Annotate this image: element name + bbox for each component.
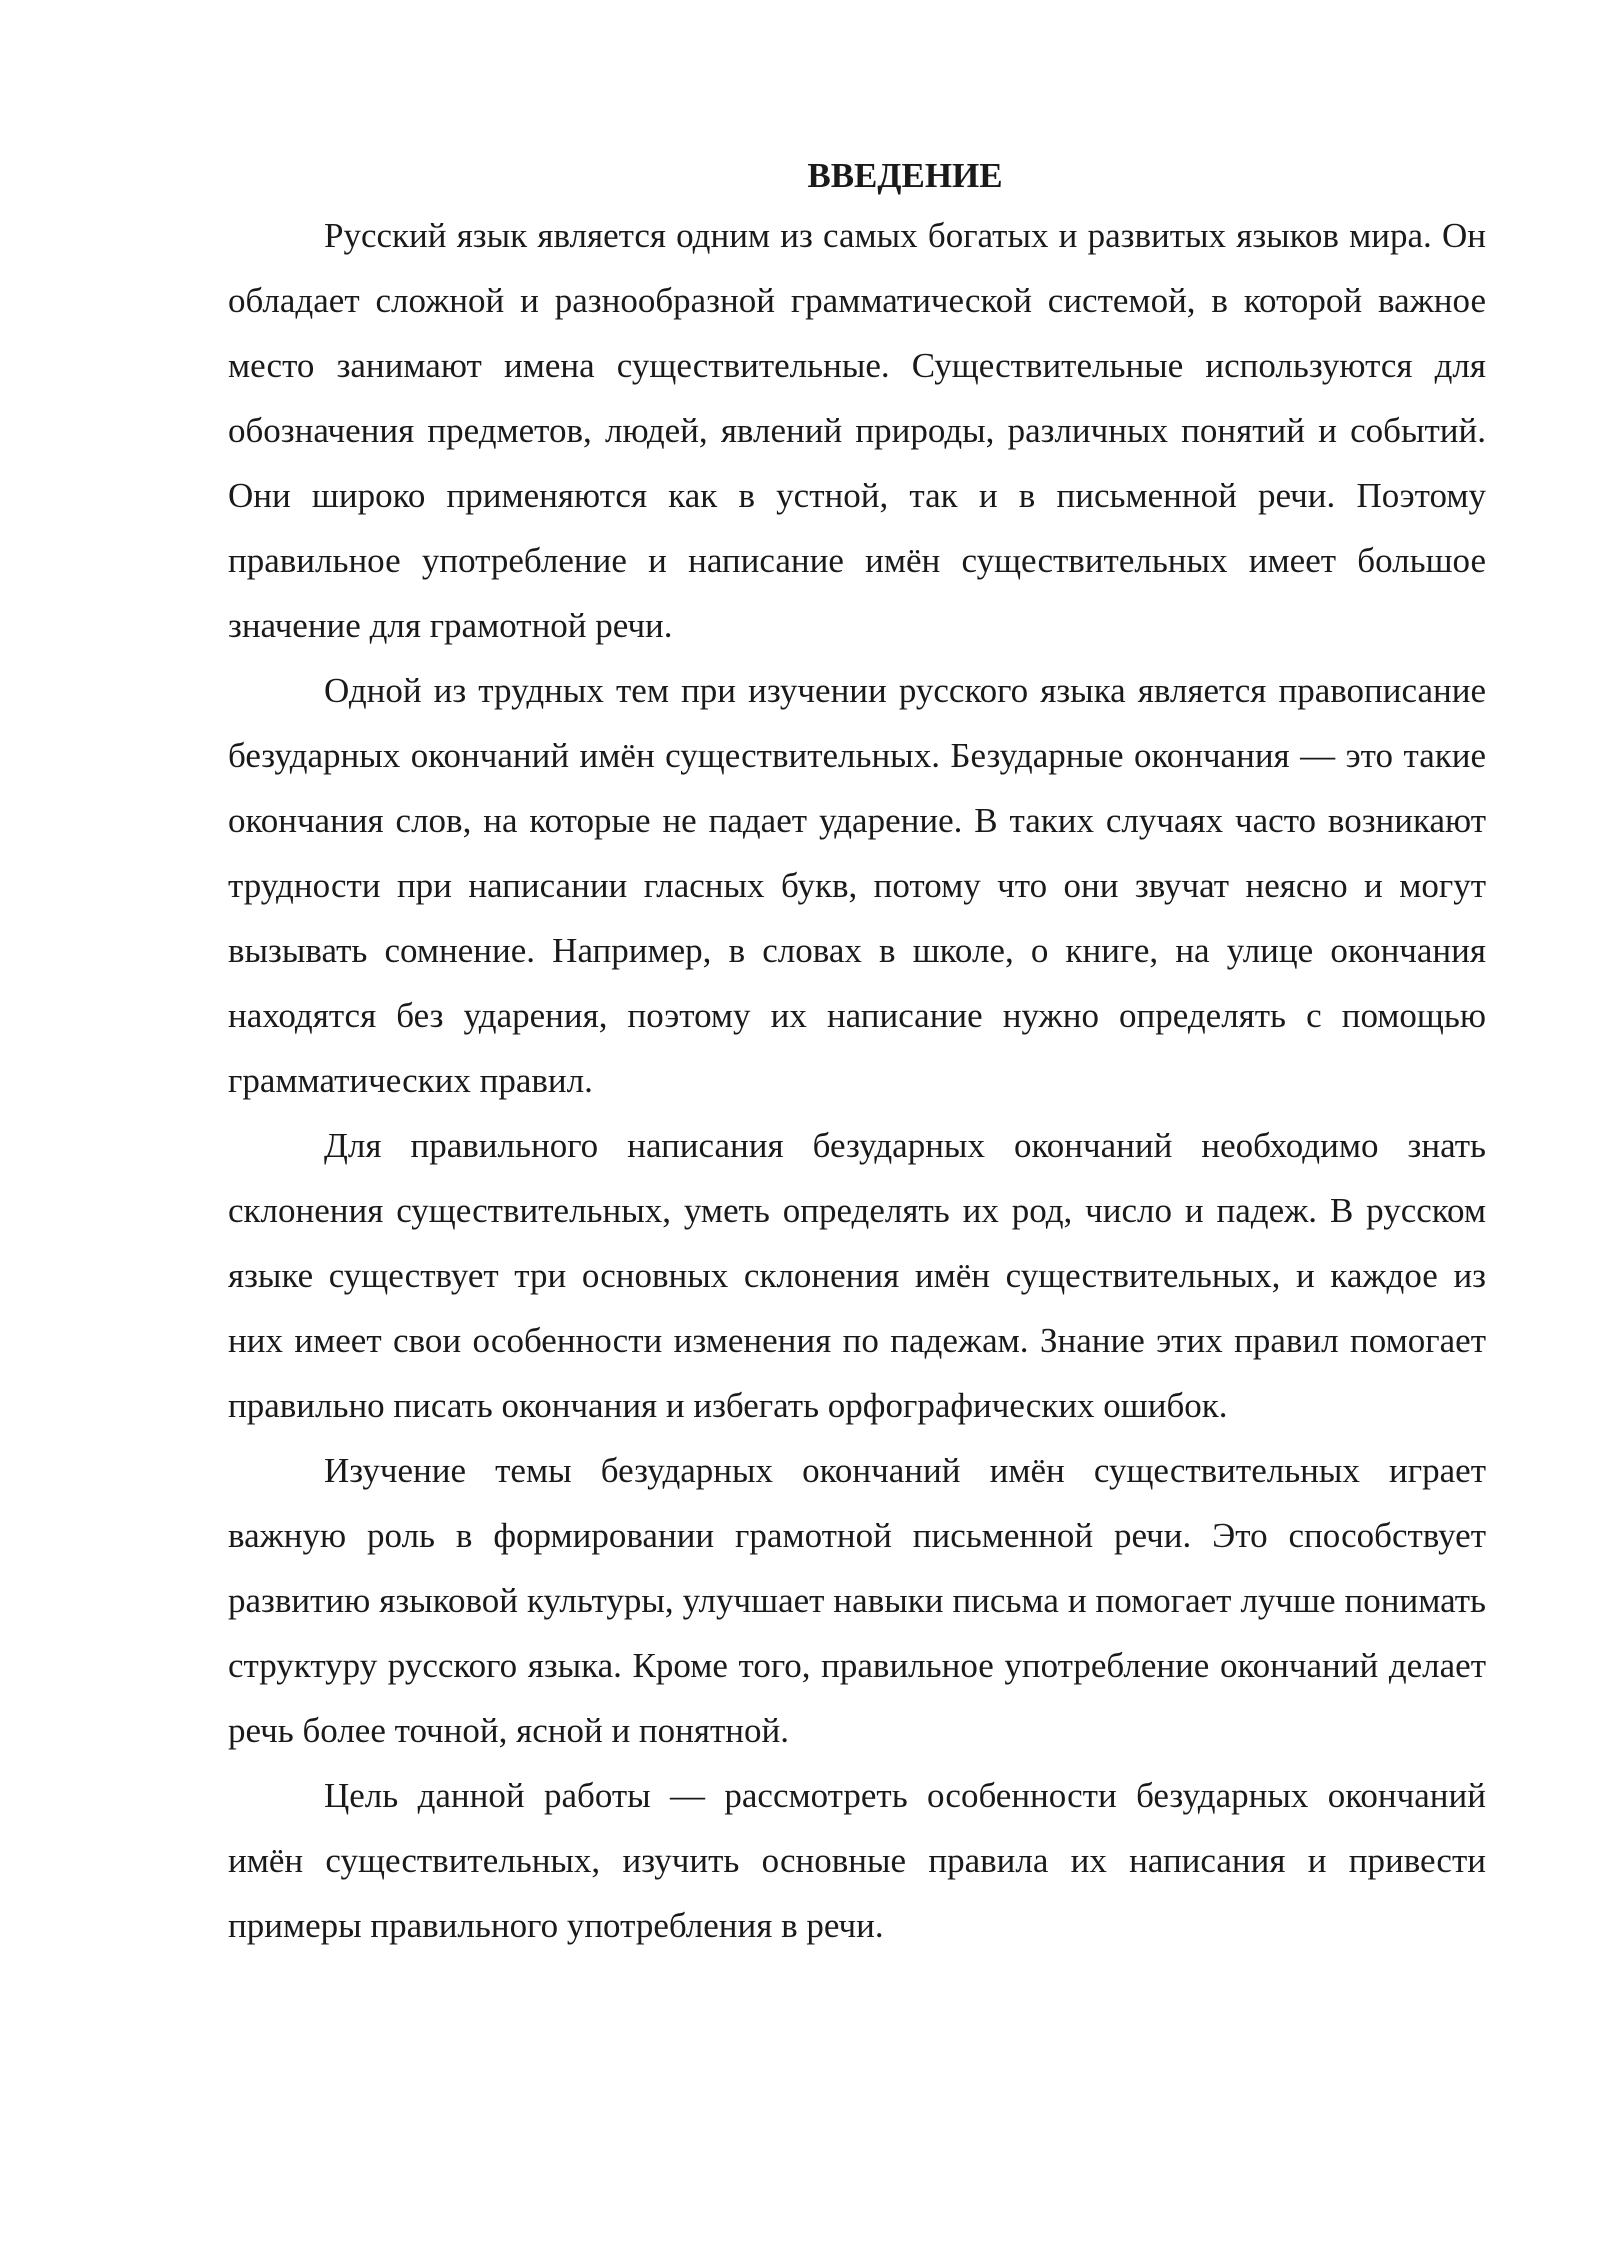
document-body: [228, 148, 1486, 1958]
paragraph-5: Цель данной работы — рассмотреть особенности безударных окончаний имён существительных, изучить основные правила их написания и привести примеры правильного употребления в речи.: [228, 1776, 1486, 1945]
page-title: ВВЕДЕНИЕ: [807, 156, 1003, 195]
paragraph-3: Для правильного написания безударных окончаний необходимо знать склонения существительных, уметь определять их род, число и падеж. В русском языке существует три основных склонения имён существительных, и каждое из них имеет свои особенности изменения по падежам. Знание этих правил помогает правильно писать окончания и избегать орфографических ошибок.: [228, 1126, 1486, 1425]
paragraph-2: Одной из трудных тем при изучении русского языка является правописание безударных окончаний имён существительных. Безударные окончания — это такие окончания слов, на которые не падает ударение. В таких случаях часто возникают трудности при написании гласных букв, потому что они звучат неясно и могут вызывать сомнение. Например, в словах в школе, о книге, на улице окончания находятся без ударения, поэтому их написание нужно определять с помощью грамматических правил.: [228, 671, 1486, 1100]
paragraph-4: Изучение темы безударных окончаний имён существительных играет важную роль в формировании грамотной письменной речи. Это способствует развитию языковой культуры, улучшает навыки письма и помогает лучше понимать структуру русского языка. Кроме того, правильное употребление окончаний делает речь более точной, ясной и понятной.: [228, 1451, 1486, 1750]
paragraph-1: Русский язык является одним из самых богатых и развитых языков мира. Он обладает сложной и разнообразной грамматической системой, в которой важное место занимают имена существительные. Существительные используются для обозначения предметов, людей, явлений природы, различных понятий и событий. Они широко применяются как в устной, так и в письменной речи. Поэтому правильное употребление и написание имён существительных имеет большое значение для грамотной речи.: [228, 216, 1486, 645]
